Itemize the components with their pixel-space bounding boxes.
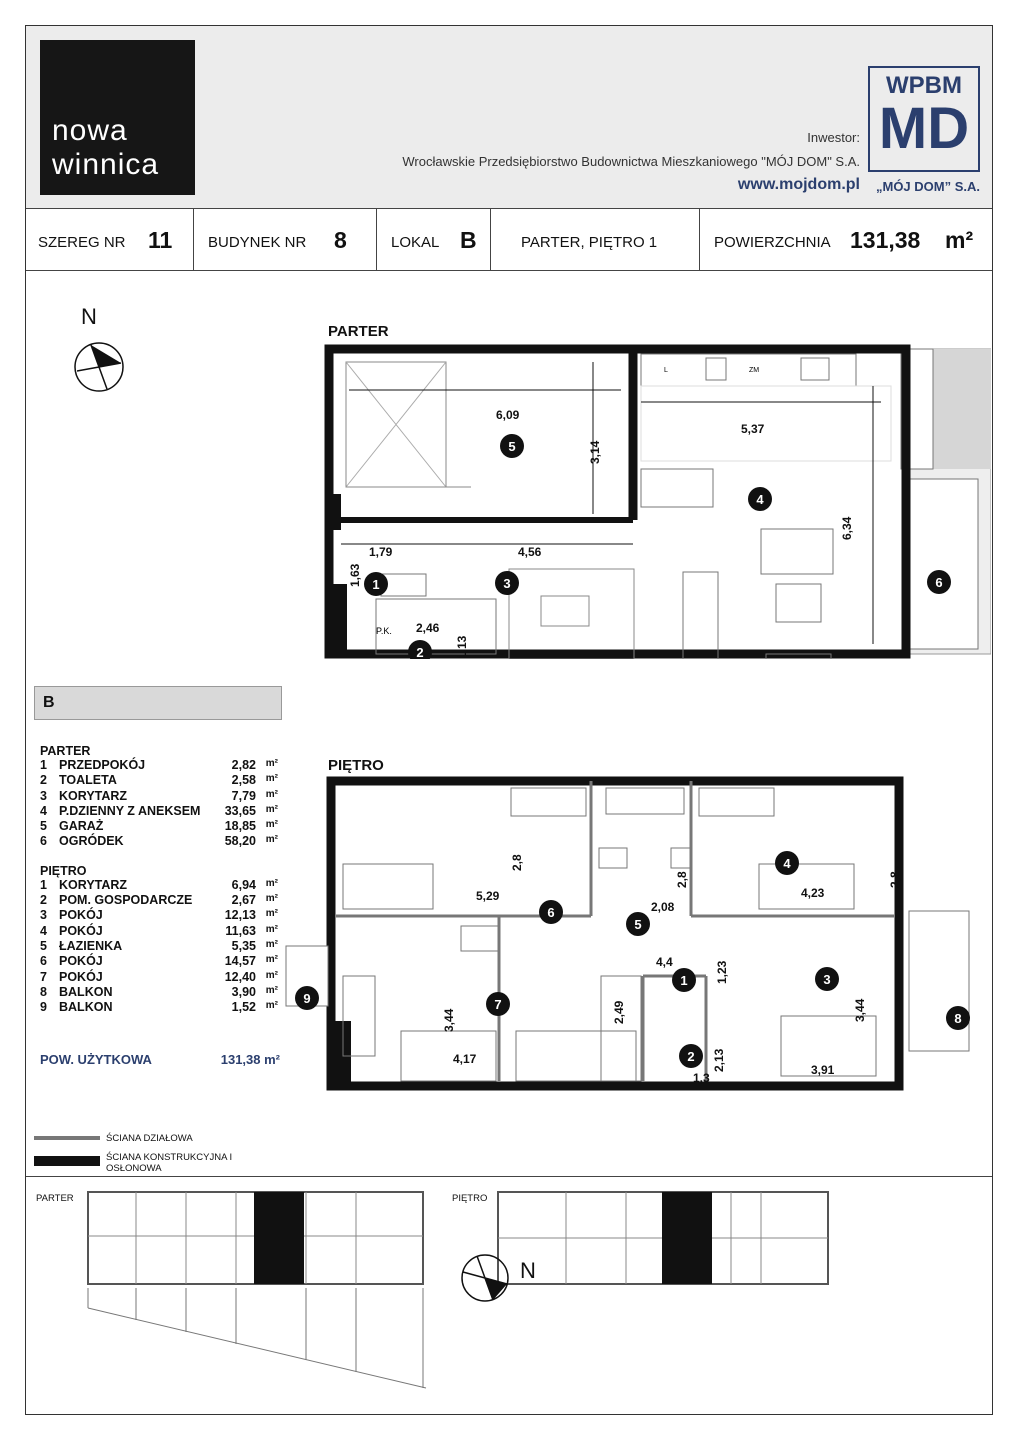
pietro-dim-7: 4,4: [656, 955, 673, 969]
logo-line1: nowa: [52, 114, 128, 147]
pietro-room-n: 7: [40, 969, 47, 984]
pietro-dim-1: 2,8: [510, 854, 524, 871]
parter-room-name: PRZEDPOKÓJ: [59, 758, 146, 772]
mini-north-label: N: [520, 1258, 536, 1283]
pietro-dim-3: 2,8: [675, 871, 689, 888]
mini-pietro-plan: [496, 1188, 836, 1288]
szereg-value: 11: [148, 227, 173, 253]
pietro-dim-9: 2,49: [612, 1000, 626, 1024]
brand-mark: MD: [878, 96, 970, 161]
budynek-label: BUDYNEK NR: [208, 234, 307, 251]
pietro-room-unit: m²: [265, 938, 278, 950]
fixture-pk: P.K.: [376, 626, 392, 636]
pietro-room-7: 7: [494, 997, 502, 1012]
pietro-room-name: POM. GOSPODARCZE: [59, 893, 193, 908]
parter-room-n: 4: [40, 803, 47, 818]
pietro-legend-row: [34, 970, 282, 985]
parter-legend-row: [34, 834, 282, 849]
pietro-dim-11: 4,17: [453, 1052, 477, 1066]
pietro-legend-row: [34, 954, 282, 969]
lokal-cell: [377, 208, 491, 270]
parter-room-name: TOALETA: [59, 773, 117, 788]
dim-garage-depth: 3,14: [588, 440, 602, 464]
pietro-dim-5: 4,23: [801, 886, 825, 900]
pietro-room-n: 2: [40, 893, 47, 908]
parter-plan-title: PARTER: [328, 323, 389, 340]
fixture-l: L: [664, 367, 668, 374]
pietro-room-unit: m²: [265, 984, 278, 996]
pietro-dim-12: 2,13: [712, 1048, 726, 1072]
pietro-room-name: KORYTARZ: [59, 877, 128, 892]
szereg-cell: [26, 208, 194, 270]
pietro-floor-plan: [281, 776, 981, 1091]
pietro-room-n: 8: [40, 984, 47, 999]
pietro-dim-15: 3,91: [811, 1063, 835, 1077]
structural-wall-label: ŚCIANA KONSTRUKCYJNA I OSŁONOWA: [106, 1152, 233, 1174]
area-value: 131,38: [850, 227, 921, 253]
investor-name: Wrocławskie Przedsiębiorstwo Budownictwa Mieszkaniowego "MÓJ DOM" S.A.: [402, 154, 860, 169]
pietro-dim-2: 5,29: [476, 889, 500, 903]
parter-room-area: 33,65: [224, 803, 256, 818]
legend-title: B: [34, 686, 282, 720]
floor-plan-sheet: [25, 25, 993, 1415]
szereg-label: SZEREG NR: [38, 234, 126, 251]
pietro-room-name: POKÓJ: [59, 954, 103, 969]
structural-wall-swatch: [34, 1156, 100, 1166]
pietro-room-area: 5,35: [231, 938, 256, 953]
parter-room-unit: m²: [265, 803, 278, 815]
pietro-room-area: 2,67: [231, 893, 256, 908]
parter-legend-row: [34, 819, 282, 834]
area-cell: [700, 208, 992, 270]
parter-room-unit: m²: [265, 834, 278, 846]
pietro-room-area: 11,63: [225, 923, 256, 938]
parter-room-3: 3: [503, 576, 511, 591]
logo-line2: winnica: [52, 148, 160, 181]
north-label: N: [81, 304, 97, 329]
pietro-room-2: 2: [687, 1049, 695, 1064]
pietro-room-1: 1: [680, 973, 688, 988]
pietro-dim-13: 1,3: [693, 1071, 710, 1085]
dim-hall-depth: 1,63: [348, 563, 362, 587]
investor-label: Inwestor:: [807, 130, 860, 145]
pietro-room-unit: m²: [265, 877, 278, 889]
parter-room-5: 5: [508, 439, 516, 454]
parter-room-2: 2: [416, 645, 424, 659]
pietro-room-unit: m²: [265, 908, 278, 920]
partition-wall-swatch: [34, 1136, 100, 1140]
area-unit: m²: [945, 227, 974, 253]
pietro-room-area: 6,94: [231, 877, 256, 892]
usable-area-label: POW. UŻYTKOWA: [40, 1052, 152, 1067]
parter-legend-row: [34, 789, 282, 804]
parter-room-n: 1: [40, 758, 47, 772]
parter-room-n: 5: [40, 819, 47, 834]
pietro-dim-14: 3,44: [853, 998, 867, 1022]
pietro-room-n: 4: [40, 923, 47, 938]
pietro-room-name: POKÓJ: [59, 923, 103, 938]
pietro-room-unit: m²: [265, 954, 278, 966]
parter-floor-plan: [321, 344, 991, 659]
pietro-room-8: 8: [954, 1011, 962, 1026]
parter-room-6: 6: [935, 575, 943, 590]
pietro-room-9: 9: [303, 991, 311, 1006]
mini-compass-icon: [459, 1252, 511, 1304]
pietro-room-unit: m²: [265, 923, 278, 935]
pietro-room-area: 14,57: [224, 954, 256, 969]
brand-top: WPBM: [886, 72, 962, 99]
parter-room-area: 2,58: [231, 773, 256, 788]
mini-pietro-label: PIĘTRO: [452, 1193, 488, 1204]
pietro-dim-8: 1,23: [715, 960, 729, 984]
pietro-room-unit: m²: [265, 969, 278, 981]
info-bar: [26, 208, 992, 271]
parter-room-n: 2: [40, 773, 47, 788]
legend-parter-title: PARTER: [40, 744, 91, 758]
floors-cell: [491, 208, 700, 270]
dim-living-width: 5,37: [741, 422, 765, 436]
pietro-room-area: 12,13: [224, 908, 256, 923]
partition-wall-label: ŚCIANA DZIAŁOWA: [106, 1133, 193, 1144]
pietro-dim-10: 3,44: [442, 1008, 456, 1032]
parter-room-name: KORYTARZ: [59, 788, 128, 803]
mini-garden-plots: [86, 1288, 436, 1398]
pietro-legend-row: [34, 924, 282, 939]
nowa-winnica-logo: [40, 40, 195, 195]
area-label: POWIERZCHNIA: [714, 234, 831, 251]
compass-icon: [71, 339, 127, 395]
pietro-room-name: BALKON: [59, 1000, 113, 1015]
pietro-plan-title: PIĘTRO: [328, 757, 384, 774]
parter-room-name: P.DZIENNY Z ANEKSEM: [59, 803, 201, 818]
parter-room-area: 18,85: [224, 819, 256, 834]
dim-corridor-width: 4,56: [518, 545, 542, 559]
parter-room-4: 4: [756, 492, 764, 507]
pietro-dim-4: 2,08: [651, 900, 675, 914]
pietro-room-name: ŁAZIENKA: [59, 938, 123, 953]
legend-pietro-title: PIĘTRO: [40, 863, 87, 878]
pietro-room-n: 6: [40, 954, 47, 969]
dim-wc-width: 2,46: [416, 621, 440, 635]
parter-room-unit: m²: [265, 758, 278, 769]
parter-room-area: 2,82: [231, 758, 256, 772]
wpbm-logo: [868, 66, 980, 172]
pietro-room-name: POKÓJ: [59, 969, 103, 984]
pietro-room-5: 5: [634, 917, 642, 932]
mini-parter-plan: [86, 1188, 436, 1288]
brand-bottom: „MÓJ DOM” S.A.: [875, 179, 980, 194]
pietro-room-area: 1,52: [231, 1000, 256, 1015]
pietro-room-unit: m²: [265, 893, 278, 905]
pietro-room-3: 3: [823, 972, 831, 987]
pietro-legend-row: [34, 908, 282, 923]
dim-living-depth: 6,34: [840, 516, 854, 540]
pietro-room-n: 3: [40, 908, 47, 923]
parter-room-unit: m²: [265, 788, 278, 800]
pietro-room-n: 1: [40, 877, 47, 892]
mini-plans-divider: [26, 1176, 992, 1177]
parter-room-area: 7,79: [231, 788, 256, 803]
dim-wc-depth: 1,13: [455, 635, 469, 659]
pietro-room-area: 12,40: [224, 969, 256, 984]
pietro-room-4: 4: [783, 856, 791, 871]
mini-parter-label: PARTER: [36, 1193, 74, 1204]
pietro-legend-row: [34, 1000, 282, 1015]
parter-room-unit: m²: [265, 819, 278, 831]
usable-area: [40, 1052, 280, 1067]
pietro-room-unit: m²: [265, 1000, 278, 1012]
parter-legend-row: [34, 773, 282, 788]
usable-area-value: 131,38 m²: [220, 1052, 280, 1067]
pietro-room-6: 6: [547, 905, 555, 920]
pietro-room-area: 3,90: [231, 984, 256, 999]
wall-legend: [34, 1133, 264, 1173]
pietro-legend-row: [34, 985, 282, 1000]
budynek-value: 8: [334, 227, 347, 253]
parter-room-name: GARAŻ: [59, 819, 104, 834]
parter-room-1: 1: [372, 577, 380, 592]
fixture-zm: ZM: [749, 367, 760, 374]
floors-value: PARTER, PIĘTRO 1: [521, 234, 658, 251]
pietro-room-n: 5: [40, 938, 47, 953]
parter-legend-row: [34, 758, 282, 773]
parter-room-n: 3: [40, 788, 47, 803]
pietro-legend-row: [34, 878, 282, 893]
room-legend: [34, 686, 282, 1086]
pietro-dim-6: 2,8: [888, 871, 902, 888]
lokal-value: B: [460, 227, 477, 253]
website-link[interactable]: www.mojdom.pl: [737, 176, 860, 193]
pietro-room-name: POKÓJ: [59, 908, 103, 923]
header: [26, 26, 992, 209]
parter-room-n: 6: [40, 834, 47, 849]
dim-garage-width: 6,09: [496, 408, 520, 422]
pietro-room-n: 9: [40, 1000, 47, 1015]
parter-room-unit: m²: [265, 773, 278, 785]
parter-room-area: 58,20: [224, 834, 256, 849]
dim-hall-width: 1,79: [369, 545, 393, 559]
budynek-cell: [194, 208, 377, 270]
parter-room-name: OGRÓDEK: [59, 834, 124, 849]
pietro-legend-row: [34, 893, 282, 908]
lokal-label: LOKAL: [391, 234, 440, 251]
pietro-legend-row: [34, 939, 282, 954]
parter-legend-row: [34, 804, 282, 819]
pietro-room-name: BALKON: [59, 984, 113, 999]
